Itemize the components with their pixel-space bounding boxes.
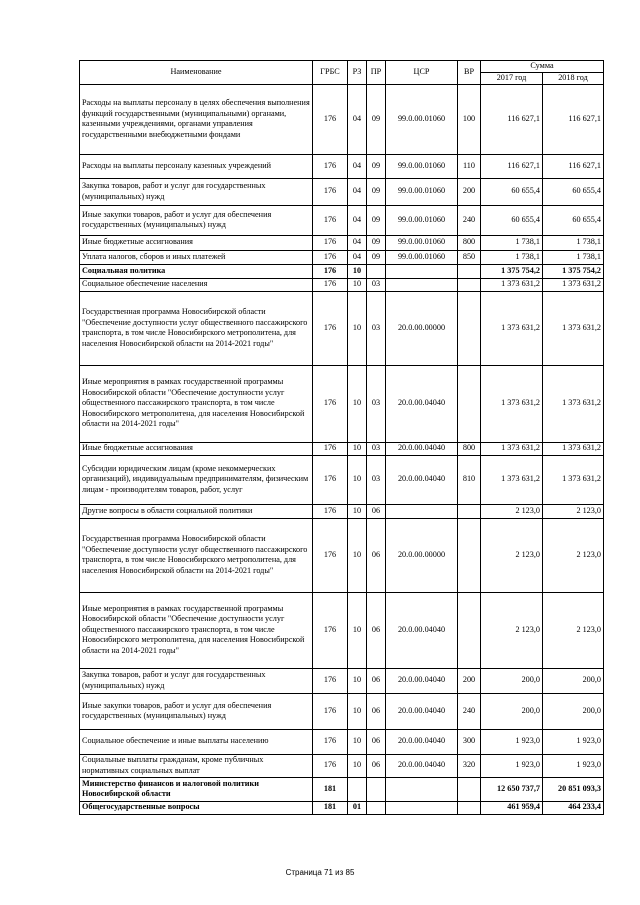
- table-row: [80, 592, 604, 668]
- header-year-2018: 2018 год: [543, 72, 604, 84]
- cell-pr: 09: [367, 178, 386, 205]
- cell-name: Иные бюджетные ассигнования: [80, 235, 313, 250]
- cell-sum-2017: 1 373 631,2: [481, 278, 543, 291]
- cell-vr: [458, 592, 481, 668]
- table-row: [80, 693, 604, 729]
- cell-sum-2017: 1 373 631,2: [481, 442, 543, 455]
- cell-csr: 99.0.00.01060: [386, 84, 458, 154]
- cell-pr: 09: [367, 84, 386, 154]
- cell-rz: 04: [348, 235, 367, 250]
- table-row: [80, 801, 604, 814]
- table-row: [80, 154, 604, 178]
- cell-pr: 03: [367, 442, 386, 455]
- cell-grbs: 176: [313, 668, 348, 693]
- cell-pr: [367, 777, 386, 801]
- cell-grbs: 176: [313, 754, 348, 777]
- table-row: [80, 504, 604, 518]
- cell-name: Иные бюджетные ассигнования: [80, 442, 313, 455]
- cell-rz: 10: [348, 365, 367, 442]
- table-row: [80, 264, 604, 278]
- cell-name: Иные закупки товаров, работ и услуг для обеспечения государственных (муниципальных) нужд: [80, 205, 313, 235]
- cell-rz: 10: [348, 291, 367, 365]
- cell-grbs: 176: [313, 264, 348, 278]
- header-grbs: ГРБС: [313, 61, 348, 85]
- cell-csr: 99.0.00.01060: [386, 250, 458, 264]
- table-row: [80, 518, 604, 592]
- cell-rz: 10: [348, 754, 367, 777]
- cell-csr: 20.0.00.04040: [386, 729, 458, 754]
- table-row: [80, 178, 604, 205]
- table-row: [80, 291, 604, 365]
- cell-grbs: 176: [313, 235, 348, 250]
- cell-csr: 99.0.00.01060: [386, 235, 458, 250]
- cell-name: Государственная программа Новосибирской области "Обеспечение доступности услуг общественного пассажирского транспорта, в том числе Новосибирского метрополитена, для населения Новосибирской области на 2014-2021 годы": [80, 291, 313, 365]
- table-row: [80, 455, 604, 504]
- cell-sum-2018: 2 123,0: [543, 518, 604, 592]
- cell-grbs: 176: [313, 504, 348, 518]
- cell-name: Иные мероприятия в рамках государственной программы Новосибирской области "Обеспечение доступности услуг общественного пассажирского транспорта, в том числе Новосибирского метрополитена, для населения Новосибирской области на 2014-2021 годы": [80, 592, 313, 668]
- cell-csr: 20.0.00.04040: [386, 693, 458, 729]
- header-pr: ПР: [367, 61, 386, 85]
- cell-vr: 300: [458, 729, 481, 754]
- cell-vr: [458, 777, 481, 801]
- cell-csr: 99.0.00.01060: [386, 178, 458, 205]
- table-row: [80, 365, 604, 442]
- table-body: [80, 84, 604, 814]
- cell-rz: 10: [348, 278, 367, 291]
- cell-sum-2017: 1 923,0: [481, 729, 543, 754]
- header-rz: РЗ: [348, 61, 367, 85]
- cell-grbs: 176: [313, 278, 348, 291]
- cell-csr: 20.0.00.04040: [386, 592, 458, 668]
- cell-csr: 20.0.00.04040: [386, 754, 458, 777]
- cell-pr: 09: [367, 235, 386, 250]
- cell-grbs: 176: [313, 154, 348, 178]
- cell-rz: 04: [348, 84, 367, 154]
- cell-sum-2017: 2 123,0: [481, 504, 543, 518]
- cell-sum-2018: 1 738,1: [543, 235, 604, 250]
- cell-csr: 99.0.00.01060: [386, 154, 458, 178]
- cell-vr: 320: [458, 754, 481, 777]
- table-row: [80, 777, 604, 801]
- cell-vr: 240: [458, 693, 481, 729]
- cell-csr: [386, 801, 458, 814]
- cell-rz: 04: [348, 154, 367, 178]
- budget-table: [79, 60, 604, 815]
- header-sum: Сумма: [481, 61, 604, 73]
- cell-vr: [458, 365, 481, 442]
- cell-sum-2017: 1 923,0: [481, 754, 543, 777]
- cell-name: Социальные выплаты гражданам, кроме публичных нормативных социальных выплат: [80, 754, 313, 777]
- cell-sum-2017: 2 123,0: [481, 592, 543, 668]
- cell-rz: 10: [348, 518, 367, 592]
- cell-sum-2018: 116 627,1: [543, 154, 604, 178]
- cell-sum-2017: 2 123,0: [481, 518, 543, 592]
- table-row: [80, 442, 604, 455]
- cell-vr: [458, 264, 481, 278]
- cell-rz: 10: [348, 668, 367, 693]
- cell-vr: [458, 504, 481, 518]
- cell-csr: 20.0.00.00000: [386, 291, 458, 365]
- cell-grbs: 181: [313, 777, 348, 801]
- cell-grbs: 176: [313, 729, 348, 754]
- cell-vr: 810: [458, 455, 481, 504]
- cell-vr: 200: [458, 668, 481, 693]
- cell-sum-2018: 1 373 631,2: [543, 291, 604, 365]
- cell-rz: [348, 777, 367, 801]
- table-row: [80, 235, 604, 250]
- cell-sum-2018: 1 923,0: [543, 754, 604, 777]
- cell-pr: 06: [367, 518, 386, 592]
- cell-pr: 09: [367, 205, 386, 235]
- cell-csr: 20.0.00.04040: [386, 365, 458, 442]
- cell-sum-2018: 200,0: [543, 668, 604, 693]
- cell-rz: 01: [348, 801, 367, 814]
- cell-grbs: 176: [313, 693, 348, 729]
- cell-name: Закупка товаров, работ и услуг для государственных (муниципальных) нужд: [80, 178, 313, 205]
- cell-sum-2017: 116 627,1: [481, 84, 543, 154]
- cell-sum-2018: 1 923,0: [543, 729, 604, 754]
- cell-sum-2018: 60 655,4: [543, 178, 604, 205]
- cell-vr: 850: [458, 250, 481, 264]
- cell-name: Общегосударственные вопросы: [80, 801, 313, 814]
- cell-sum-2017: 1 738,1: [481, 235, 543, 250]
- cell-sum-2017: 1 373 631,2: [481, 455, 543, 504]
- cell-name: Иные закупки товаров, работ и услуг для обеспечения государственных (муниципальных) нужд: [80, 693, 313, 729]
- cell-vr: 100: [458, 84, 481, 154]
- cell-rz: 10: [348, 729, 367, 754]
- cell-pr: 03: [367, 365, 386, 442]
- cell-grbs: 176: [313, 455, 348, 504]
- cell-name: Иные мероприятия в рамках государственной программы Новосибирской области "Обеспечение доступности услуг общественного пассажирского транспорта, в том числе Новосибирского метрополитена, для населения Новосибирской области на 2014-2021 годы": [80, 365, 313, 442]
- cell-grbs: 176: [313, 592, 348, 668]
- cell-sum-2018: 1 373 631,2: [543, 365, 604, 442]
- cell-pr: 03: [367, 455, 386, 504]
- table-row: [80, 278, 604, 291]
- cell-rz: 04: [348, 178, 367, 205]
- cell-name: Закупка товаров, работ и услуг для государственных (муниципальных) нужд: [80, 668, 313, 693]
- table-row: [80, 754, 604, 777]
- cell-csr: 20.0.00.04040: [386, 442, 458, 455]
- cell-sum-2018: 1 375 754,2: [543, 264, 604, 278]
- cell-pr: [367, 801, 386, 814]
- cell-name: Социальная политика: [80, 264, 313, 278]
- cell-vr: 800: [458, 442, 481, 455]
- cell-sum-2017: 461 959,4: [481, 801, 543, 814]
- cell-sum-2018: 200,0: [543, 693, 604, 729]
- table-header: [80, 61, 604, 85]
- cell-sum-2017: 60 655,4: [481, 178, 543, 205]
- cell-vr: 200: [458, 178, 481, 205]
- cell-grbs: 181: [313, 801, 348, 814]
- cell-vr: [458, 278, 481, 291]
- cell-grbs: 176: [313, 250, 348, 264]
- cell-csr: [386, 264, 458, 278]
- cell-sum-2017: 1 375 754,2: [481, 264, 543, 278]
- cell-name: Министерство финансов и налоговой политики Новосибирской области: [80, 777, 313, 801]
- cell-name: Уплата налогов, сборов и иных платежей: [80, 250, 313, 264]
- cell-csr: [386, 777, 458, 801]
- cell-rz: 10: [348, 442, 367, 455]
- cell-pr: 06: [367, 504, 386, 518]
- cell-rz: 10: [348, 693, 367, 729]
- cell-rz: 10: [348, 264, 367, 278]
- cell-csr: [386, 278, 458, 291]
- cell-sum-2017: 60 655,4: [481, 205, 543, 235]
- header-csr: ЦСР: [386, 61, 458, 85]
- cell-csr: 20.0.00.04040: [386, 455, 458, 504]
- cell-sum-2018: 60 655,4: [543, 205, 604, 235]
- cell-sum-2018: 1 373 631,2: [543, 442, 604, 455]
- cell-pr: 06: [367, 729, 386, 754]
- cell-grbs: 176: [313, 178, 348, 205]
- cell-pr: 06: [367, 693, 386, 729]
- cell-grbs: 176: [313, 291, 348, 365]
- cell-sum-2018: 2 123,0: [543, 504, 604, 518]
- table-row: [80, 668, 604, 693]
- cell-name: Расходы на выплаты персоналу казенных учреждений: [80, 154, 313, 178]
- cell-name: Расходы на выплаты персоналу в целях обеспечения выполнения функций государственными (муниципальными) органами, казенными учреждениями, органами управления государственными внебюджетными фондами: [80, 84, 313, 154]
- cell-sum-2017: 1 738,1: [481, 250, 543, 264]
- cell-csr: [386, 504, 458, 518]
- header-vr: ВР: [458, 61, 481, 85]
- cell-pr: 09: [367, 154, 386, 178]
- cell-name: Государственная программа Новосибирской области "Обеспечение доступности услуг общественного пассажирского транспорта, в том числе Новосибирского метрополитена, для населения Новосибирской области на 2014-2021 годы": [80, 518, 313, 592]
- cell-rz: 04: [348, 250, 367, 264]
- cell-sum-2018: 1 373 631,2: [543, 278, 604, 291]
- cell-grbs: 176: [313, 518, 348, 592]
- cell-rz: 04: [348, 205, 367, 235]
- table-row: [80, 729, 604, 754]
- cell-grbs: 176: [313, 442, 348, 455]
- cell-rz: 10: [348, 455, 367, 504]
- cell-vr: 240: [458, 205, 481, 235]
- cell-pr: 03: [367, 291, 386, 365]
- cell-sum-2017: 200,0: [481, 668, 543, 693]
- table-row: [80, 84, 604, 154]
- cell-sum-2018: 464 233,4: [543, 801, 604, 814]
- header-name: Наименование: [80, 61, 313, 85]
- cell-csr: 20.0.00.00000: [386, 518, 458, 592]
- cell-pr: [367, 264, 386, 278]
- cell-sum-2017: 200,0: [481, 693, 543, 729]
- cell-sum-2017: 1 373 631,2: [481, 291, 543, 365]
- cell-pr: 06: [367, 592, 386, 668]
- cell-grbs: 176: [313, 205, 348, 235]
- header-year-2017: 2017 год: [481, 72, 543, 84]
- cell-sum-2017: 12 650 737,7: [481, 777, 543, 801]
- table-row: [80, 205, 604, 235]
- table-row: [80, 250, 604, 264]
- cell-vr: 800: [458, 235, 481, 250]
- cell-pr: 06: [367, 668, 386, 693]
- cell-grbs: 176: [313, 84, 348, 154]
- cell-sum-2018: 116 627,1: [543, 84, 604, 154]
- cell-vr: [458, 801, 481, 814]
- cell-sum-2017: 1 373 631,2: [481, 365, 543, 442]
- cell-vr: [458, 518, 481, 592]
- cell-pr: 03: [367, 278, 386, 291]
- cell-grbs: 176: [313, 365, 348, 442]
- cell-name: Социальное обеспечение населения: [80, 278, 313, 291]
- cell-name: Субсидии юридическим лицам (кроме некоммерческих организаций), индивидуальным предпринимателям, физическим лицам - производителям товаров, работ, услуг: [80, 455, 313, 504]
- cell-sum-2018: 20 851 093,3: [543, 777, 604, 801]
- cell-sum-2018: 1 738,1: [543, 250, 604, 264]
- cell-vr: 110: [458, 154, 481, 178]
- cell-sum-2017: 116 627,1: [481, 154, 543, 178]
- cell-name: Социальное обеспечение и иные выплаты населению: [80, 729, 313, 754]
- cell-csr: 99.0.00.01060: [386, 205, 458, 235]
- cell-pr: 06: [367, 754, 386, 777]
- cell-sum-2018: 2 123,0: [543, 592, 604, 668]
- cell-rz: 10: [348, 592, 367, 668]
- cell-vr: [458, 291, 481, 365]
- cell-sum-2018: 1 373 631,2: [543, 455, 604, 504]
- page-number: Страница 71 из 85: [285, 868, 355, 877]
- cell-rz: 10: [348, 504, 367, 518]
- cell-name: Другие вопросы в области социальной политики: [80, 504, 313, 518]
- cell-pr: 09: [367, 250, 386, 264]
- cell-csr: 20.0.00.04040: [386, 668, 458, 693]
